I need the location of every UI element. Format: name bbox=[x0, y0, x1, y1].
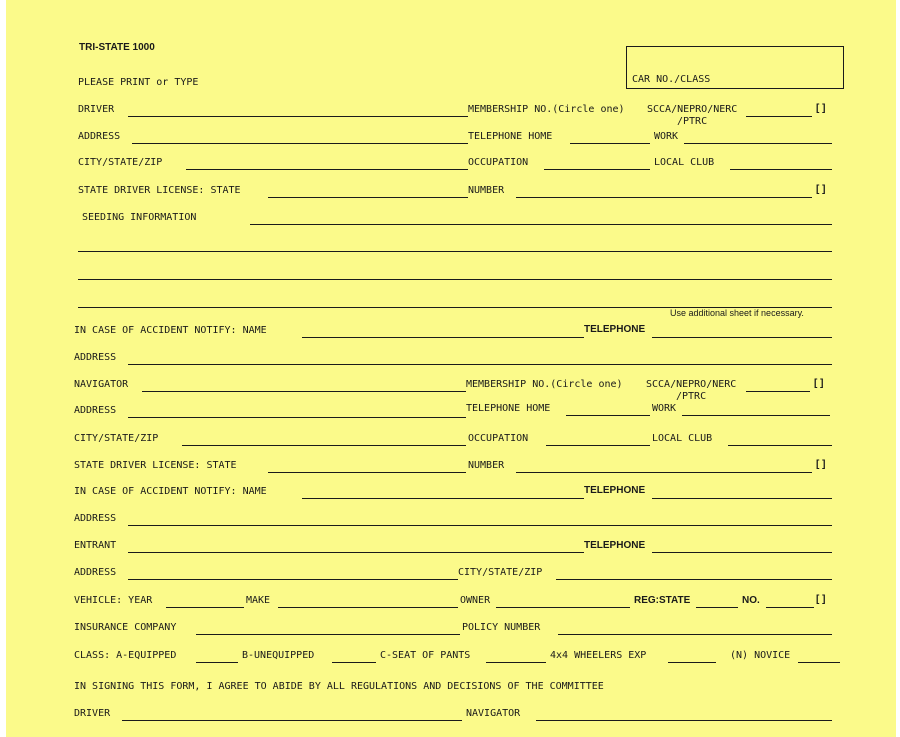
navigator-local-club-label: LOCAL CLUB bbox=[652, 433, 713, 444]
class-a-label: CLASS: A-EQUIPPED bbox=[74, 650, 177, 661]
driver-membership-field[interactable] bbox=[746, 116, 812, 117]
navigator-address-field[interactable] bbox=[128, 417, 466, 418]
vehicle-reg-state-label: REG:STATE bbox=[634, 595, 691, 606]
entry-form-sheet bbox=[6, 0, 896, 737]
print-instruction: PLEASE PRINT or TYPE bbox=[78, 77, 199, 88]
policy-number-label: POLICY NUMBER bbox=[462, 622, 541, 633]
driver-membership-ptrc: /PTRC bbox=[677, 116, 708, 127]
policy-number-field[interactable] bbox=[558, 634, 832, 635]
class-novice-label: (N) NOVICE bbox=[730, 650, 791, 661]
driver-license-state-field[interactable] bbox=[268, 197, 468, 198]
navigator-membership-field[interactable] bbox=[746, 391, 810, 392]
vehicle-make-field[interactable] bbox=[278, 607, 458, 608]
driver-label: DRIVER bbox=[78, 104, 115, 115]
vehicle-no-field[interactable] bbox=[766, 607, 814, 608]
navigator-address-label: ADDRESS bbox=[74, 405, 117, 416]
driver-work-label: WORK bbox=[654, 131, 679, 142]
entrant-city-label: CITY/STATE/ZIP bbox=[458, 567, 543, 578]
driver-accident-telephone-field[interactable] bbox=[652, 337, 832, 338]
driver-accident-address-label: ADDRESS bbox=[74, 352, 117, 363]
navigator-local-club-field[interactable] bbox=[728, 445, 832, 446]
vehicle-year-field[interactable] bbox=[166, 607, 244, 608]
seeding-field-3[interactable] bbox=[78, 279, 832, 280]
driver-number-checkbox[interactable]: [ ] bbox=[816, 184, 826, 195]
navigator-accident-telephone-label: TELEPHONE bbox=[584, 485, 646, 496]
navigator-license-state-field[interactable] bbox=[268, 472, 466, 473]
driver-telephone-home-label: TELEPHONE HOME bbox=[468, 131, 553, 142]
driver-address-field[interactable] bbox=[132, 143, 468, 144]
navigator-work-field[interactable] bbox=[682, 415, 830, 416]
navigator-accident-label: IN CASE OF ACCIDENT NOTIFY: NAME bbox=[74, 486, 267, 497]
driver-local-club-label: LOCAL CLUB bbox=[654, 157, 715, 168]
navigator-membership-label: MEMBERSHIP NO.(Circle one) bbox=[466, 379, 623, 390]
driver-city-field[interactable] bbox=[186, 169, 468, 170]
class-4x4-label: 4x4 WHEELERS EXP bbox=[550, 650, 647, 661]
navigator-membership-ptrc: /PTRC bbox=[676, 391, 707, 402]
driver-occupation-label: OCCUPATION bbox=[468, 157, 529, 168]
navigator-work-label: WORK bbox=[652, 403, 677, 414]
class-b-label: B-UNEQUIPPED bbox=[242, 650, 315, 661]
driver-accident-address-field[interactable] bbox=[128, 364, 832, 365]
driver-membership-orgs: SCCA/NEPRO/NERC bbox=[647, 104, 738, 115]
vehicle-make-label: MAKE bbox=[246, 595, 271, 606]
navigator-occupation-label: OCCUPATION bbox=[468, 433, 529, 444]
additional-sheet-note: Use additional sheet if necessary. bbox=[670, 308, 804, 318]
navigator-membership-orgs: SCCA/NEPRO/NERC bbox=[646, 379, 737, 390]
class-b-field[interactable] bbox=[332, 662, 376, 663]
vehicle-owner-field[interactable] bbox=[496, 607, 630, 608]
form-title: TRI-STATE 1000 bbox=[79, 42, 155, 53]
vehicle-year-label: VEHICLE: YEAR bbox=[74, 595, 153, 606]
navigator-accident-address-field[interactable] bbox=[128, 525, 832, 526]
entrant-telephone-label: TELEPHONE bbox=[584, 540, 646, 551]
signature-driver-label: DRIVER bbox=[74, 708, 111, 719]
navigator-membership-checkbox[interactable]: [ ] bbox=[814, 378, 824, 389]
driver-local-club-field[interactable] bbox=[730, 169, 832, 170]
driver-field[interactable] bbox=[128, 116, 468, 117]
driver-occupation-field[interactable] bbox=[544, 169, 650, 170]
driver-membership-checkbox[interactable]: [ ] bbox=[816, 103, 826, 114]
vehicle-reg-state-field[interactable] bbox=[696, 607, 738, 608]
entrant-label: ENTRANT bbox=[74, 540, 117, 551]
insurance-company-field[interactable] bbox=[196, 634, 460, 635]
vehicle-checkbox[interactable]: [ ] bbox=[816, 594, 826, 605]
driver-city-label: CITY/STATE/ZIP bbox=[78, 157, 163, 168]
seeding-field-1[interactable] bbox=[250, 224, 832, 225]
entrant-telephone-field[interactable] bbox=[652, 552, 832, 553]
driver-membership-label: MEMBERSHIP NO.(Circle one) bbox=[468, 104, 625, 115]
driver-license-label: STATE DRIVER LICENSE: STATE bbox=[78, 185, 241, 196]
driver-number-label: NUMBER bbox=[468, 185, 505, 196]
navigator-number-label: NUMBER bbox=[468, 460, 505, 471]
navigator-number-checkbox[interactable]: [ ] bbox=[816, 459, 826, 470]
navigator-occupation-field[interactable] bbox=[546, 445, 650, 446]
navigator-license-label: STATE DRIVER LICENSE: STATE bbox=[74, 460, 237, 471]
driver-accident-name-field[interactable] bbox=[302, 337, 584, 338]
agreement-text: IN SIGNING THIS FORM, I AGREE TO ABIDE BY ALL REGULATIONS AND DECISIONS OF THE COMMITTEE bbox=[74, 681, 604, 692]
class-4x4-field[interactable] bbox=[668, 662, 716, 663]
signature-navigator-label: NAVIGATOR bbox=[466, 708, 521, 719]
entrant-field[interactable] bbox=[128, 552, 584, 553]
car-number-label: CAR NO./CLASS bbox=[632, 74, 711, 85]
entrant-city-field[interactable] bbox=[556, 579, 832, 580]
signature-navigator-field[interactable] bbox=[536, 720, 832, 721]
class-c-field[interactable] bbox=[486, 662, 546, 663]
driver-address-label: ADDRESS bbox=[78, 131, 121, 142]
navigator-accident-name-field[interactable] bbox=[302, 498, 584, 499]
driver-work-field[interactable] bbox=[684, 143, 832, 144]
entrant-address-field[interactable] bbox=[128, 579, 458, 580]
vehicle-no-label: NO. bbox=[742, 595, 760, 606]
driver-telephone-home-field[interactable] bbox=[570, 143, 650, 144]
navigator-accident-telephone-field[interactable] bbox=[652, 498, 832, 499]
navigator-city-field[interactable] bbox=[182, 445, 466, 446]
seeding-label: SEEDING INFORMATION bbox=[82, 212, 197, 223]
navigator-number-field[interactable] bbox=[516, 472, 812, 473]
navigator-telephone-home-label: TELEPHONE HOME bbox=[466, 403, 551, 414]
driver-number-field[interactable] bbox=[516, 197, 812, 198]
class-a-field[interactable] bbox=[196, 662, 238, 663]
vehicle-owner-label: OWNER bbox=[460, 595, 491, 606]
driver-accident-telephone-label: TELEPHONE bbox=[584, 324, 646, 335]
driver-accident-label: IN CASE OF ACCIDENT NOTIFY: NAME bbox=[74, 325, 267, 336]
seeding-field-2[interactable] bbox=[78, 251, 832, 252]
signature-driver-field[interactable] bbox=[122, 720, 462, 721]
class-novice-field[interactable] bbox=[798, 662, 840, 663]
navigator-city-label: CITY/STATE/ZIP bbox=[74, 433, 159, 444]
class-c-label: C-SEAT OF PANTS bbox=[380, 650, 471, 661]
entrant-address-label: ADDRESS bbox=[74, 567, 117, 578]
navigator-telephone-home-field[interactable] bbox=[566, 415, 650, 416]
navigator-accident-address-label: ADDRESS bbox=[74, 513, 117, 524]
navigator-field[interactable] bbox=[142, 391, 466, 392]
navigator-label: NAVIGATOR bbox=[74, 379, 129, 390]
insurance-company-label: INSURANCE COMPANY bbox=[74, 622, 177, 633]
